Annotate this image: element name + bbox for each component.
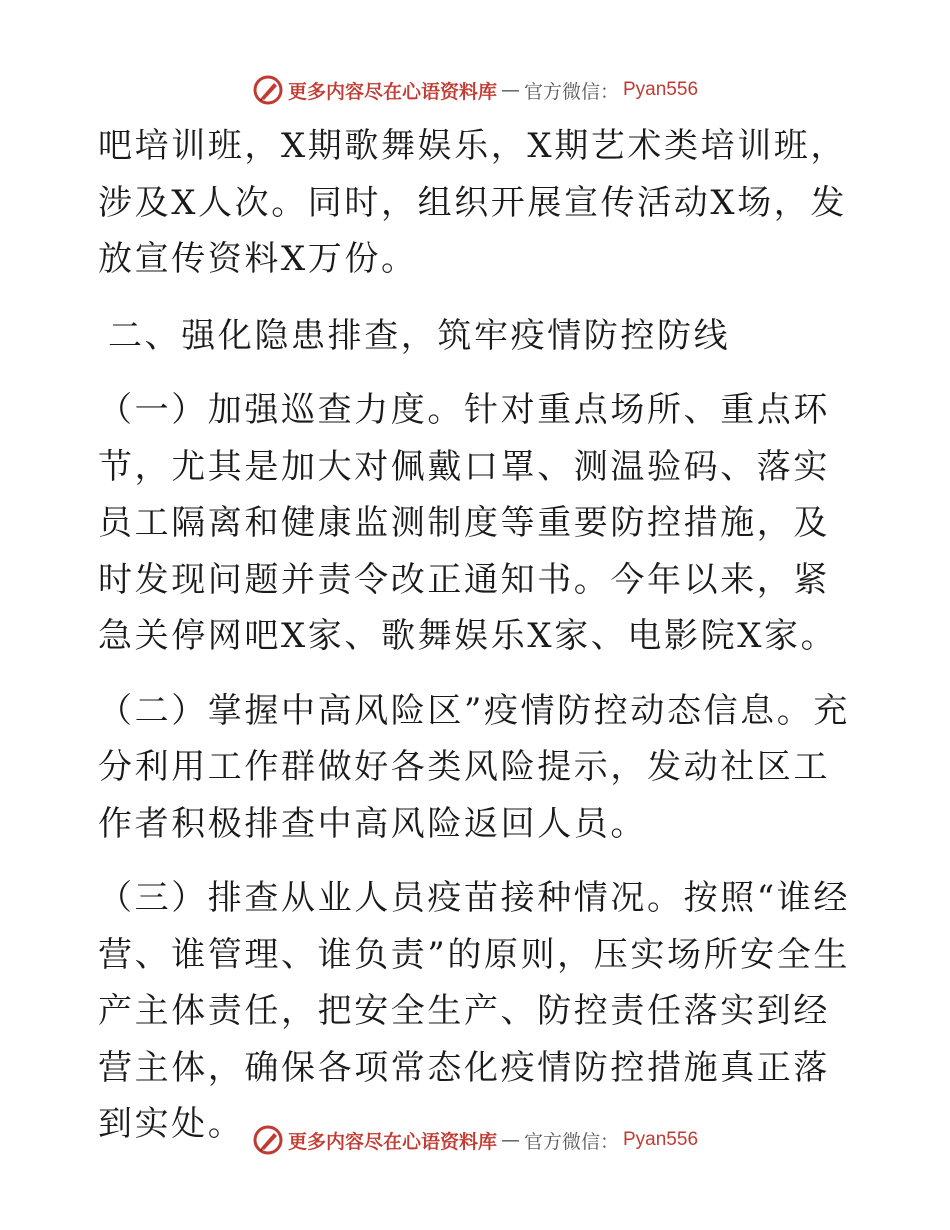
watermark-wechat-id: Pyan556 — [623, 1129, 699, 1150]
paragraph-item-2: （二）掌握中高风险区”疫情防控动态信息。充分利用工作群做好各类风险提示，发动社区工作者积极排查中高风险返回人员。 — [98, 690, 850, 844]
watermark-dash: — — [500, 79, 520, 101]
watermark-official-label: 官方微信： — [523, 80, 619, 103]
pen-logo-icon — [252, 74, 284, 106]
paragraph-continuation: 吧培训班，X期歌舞娱乐，X期艺术类培训班，涉及X人次。同时，组织开展宣传活动X场，发放宣传资料X万份。 — [98, 126, 848, 279]
section-heading: 二、强化隐患排查，筑牢疫情防控防线 — [108, 315, 731, 356]
watermark-header — [0, 72, 950, 108]
watermark-footer — [0, 1122, 950, 1158]
watermark-wechat-id: Pyan556 — [623, 79, 699, 100]
watermark-official-label: 官方微信： — [523, 1130, 619, 1153]
paragraph-item-1: （一）加强巡查力度。针对重点场所、重点环节，尤其是加大对佩戴口罩、测温验码、落实员工隔离和健康监测制度等重要防控措施，及时发现问题并责令改正通知书。今年以来，紧急关停网吧X家、歌舞娱乐X家、电影院X家。 — [98, 390, 838, 656]
document-body — [98, 118, 858, 1153]
pen-logo-icon — [252, 1124, 284, 1156]
watermark-dash: — — [500, 1129, 520, 1151]
watermark-brand: 更多内容尽在心语资料库 — [287, 80, 497, 103]
paragraph-item-3: （三）排查从业人员疫苗接种情况。按照“谁经营、谁管理、谁负责”的原则，压实场所安全生产主体责任，把安全生产、防控责任落实到经营主体，确保各项常态化疫情防控措施真正落到实处。 — [98, 878, 850, 1144]
watermark-brand: 更多内容尽在心语资料库 — [287, 1130, 497, 1153]
